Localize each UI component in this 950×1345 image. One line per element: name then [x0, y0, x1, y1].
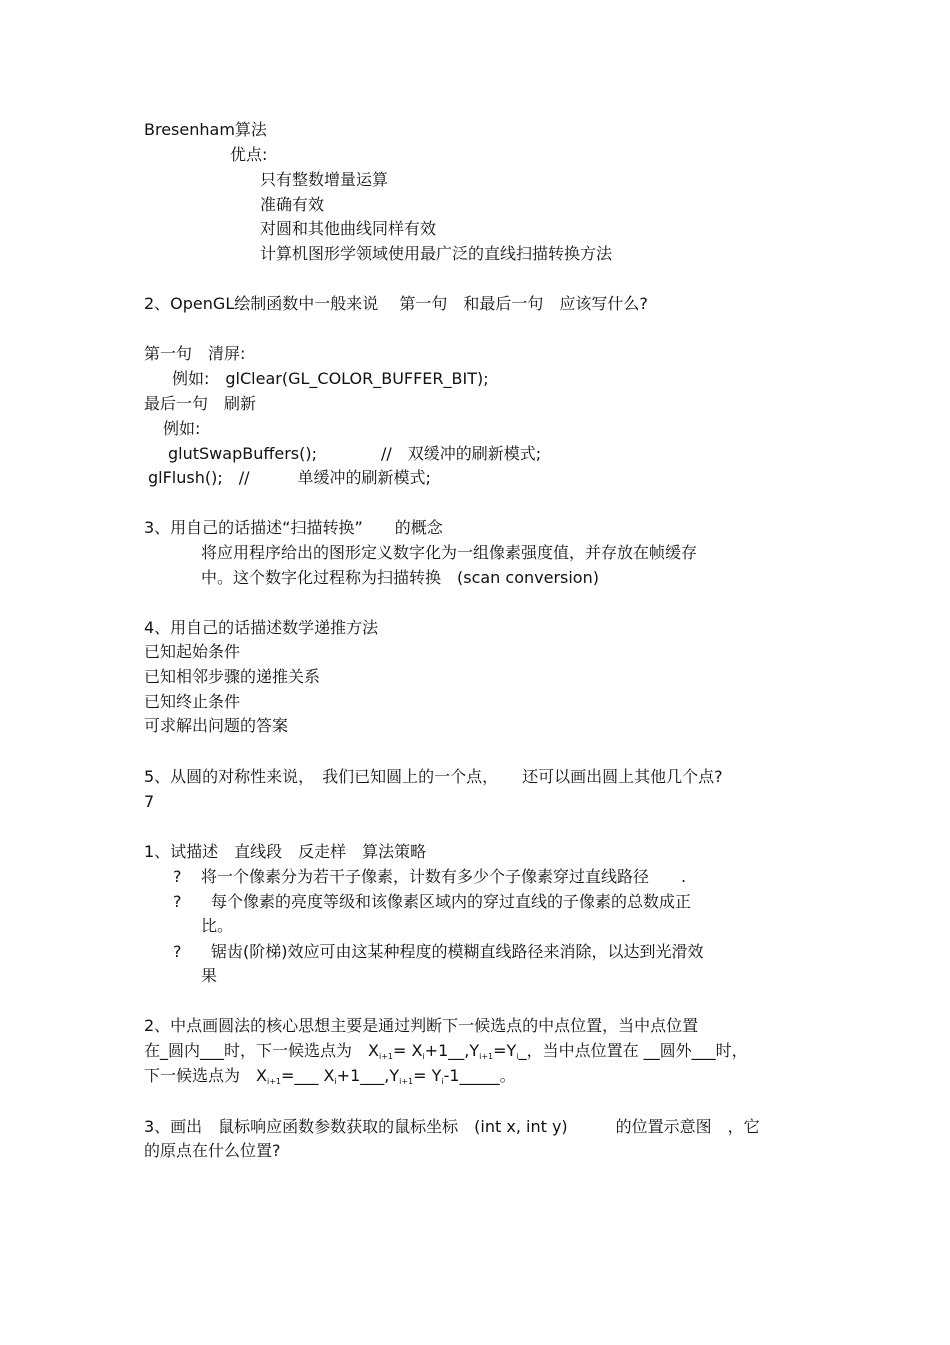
bullet-marker: ? [173, 867, 182, 886]
recursion-item: 已知终止条件 [144, 692, 241, 711]
double-buffer-line: glutSwapBuffers(); // 双缓冲的刷新模式; [168, 444, 542, 463]
scan-answer-line: 将应用程序给出的图形定义数字化为一组像素强度值，并存放在帧缓存 [201, 543, 698, 562]
midpoint-inside-line: 在_圆内___时，下一候选点为 $X_{i+1}=$ $X_i+1\_\_,Y_{i+1}=Y_i\_$，当中点位置在 __圆外___时， [144, 1041, 748, 1061]
antialias-bullet-text: 比。 [201, 916, 234, 935]
question-midpoint-circle: 2、中点画圆法的核心思想主要是通过判断下一候选点的中点位置，当中点位置 [144, 1016, 699, 1035]
question-circle-symmetry: 5、从圆的对称性来说， 我们已知圆上的一个点， 还可以画出圆上其他几个点? [144, 767, 723, 786]
scan-answer-line: 中。这个数字化过程称为扫描转换 (scan conversion) [201, 568, 599, 587]
bullet-marker: ? [173, 892, 182, 911]
first-statement-label: 第一句 清屏: [144, 344, 246, 363]
question-scan-conversion: 3、用自己的话描述“扫描转换” 的概念 [144, 518, 443, 537]
antialias-bullet-text: 果 [201, 966, 218, 985]
single-buffer-line: glFlush(); // 单缓冲的刷新模式; [148, 468, 431, 487]
bresenham-title: Bresenham算法 [144, 120, 267, 139]
advantage-item: 准确有效 [260, 195, 325, 214]
advantages-label: 优点: [230, 145, 268, 164]
advantage-item: 计算机图形学领域使用最广泛的直线扫描转换方法 [260, 244, 613, 263]
question-recursion: 4、用自己的话描述数学递推方法 [144, 618, 379, 637]
question-mouse-coordinates: 3、画出 鼠标响应函数参数获取的鼠标坐标 (int x, int y) 的位置示意图 ，它 [144, 1117, 760, 1136]
midpoint-outside-line: 下一候选点为 $X_{i+1}=\_\_\_$ $X_i+1\_\_\_,Y_{i+1}=$ $Y_i-1\_\_\_\_\_$。 [144, 1066, 516, 1086]
recursion-item: 可求解出问题的答案 [144, 716, 289, 735]
advantage-item: 只有整数增量运算 [260, 170, 389, 189]
question-opengl: 2、OpenGL绘制函数中一般来说 第一句 和最后一句 应该写什么? [144, 294, 648, 313]
bullet-marker: ? [173, 942, 182, 961]
antialias-bullet-text: 每个像素的亮度等级和该像素区域内的穿过直线的子像素的总数成正 [211, 892, 692, 911]
advantage-item: 对圆和其他曲线同样有效 [260, 219, 437, 238]
first-statement-example: 例如: glClear(GL_COLOR_BUFFER_BIT); [172, 369, 489, 388]
last-statement-example-label: 例如: [163, 419, 201, 438]
question-antialiasing: 1、试描述 直线段 反走样 算法策略 [144, 842, 427, 861]
last-statement-label: 最后一句 刷新 [144, 394, 257, 413]
antialias-bullet-text: 锯齿(阶梯)效应可由这某种程度的模糊直线路径来消除，以达到光滑效 [211, 942, 704, 961]
recursion-item: 已知相邻步骤的递推关系 [144, 667, 321, 686]
antialias-bullet-text: 将一个像素分为若干子像素，计数有多少个子像素穿过直线路径 . [201, 867, 687, 886]
circle-symmetry-answer: 7 [144, 792, 155, 811]
question-mouse-coordinates-cont: 的原点在什么位置? [144, 1141, 281, 1160]
recursion-item: 已知起始条件 [144, 642, 241, 661]
